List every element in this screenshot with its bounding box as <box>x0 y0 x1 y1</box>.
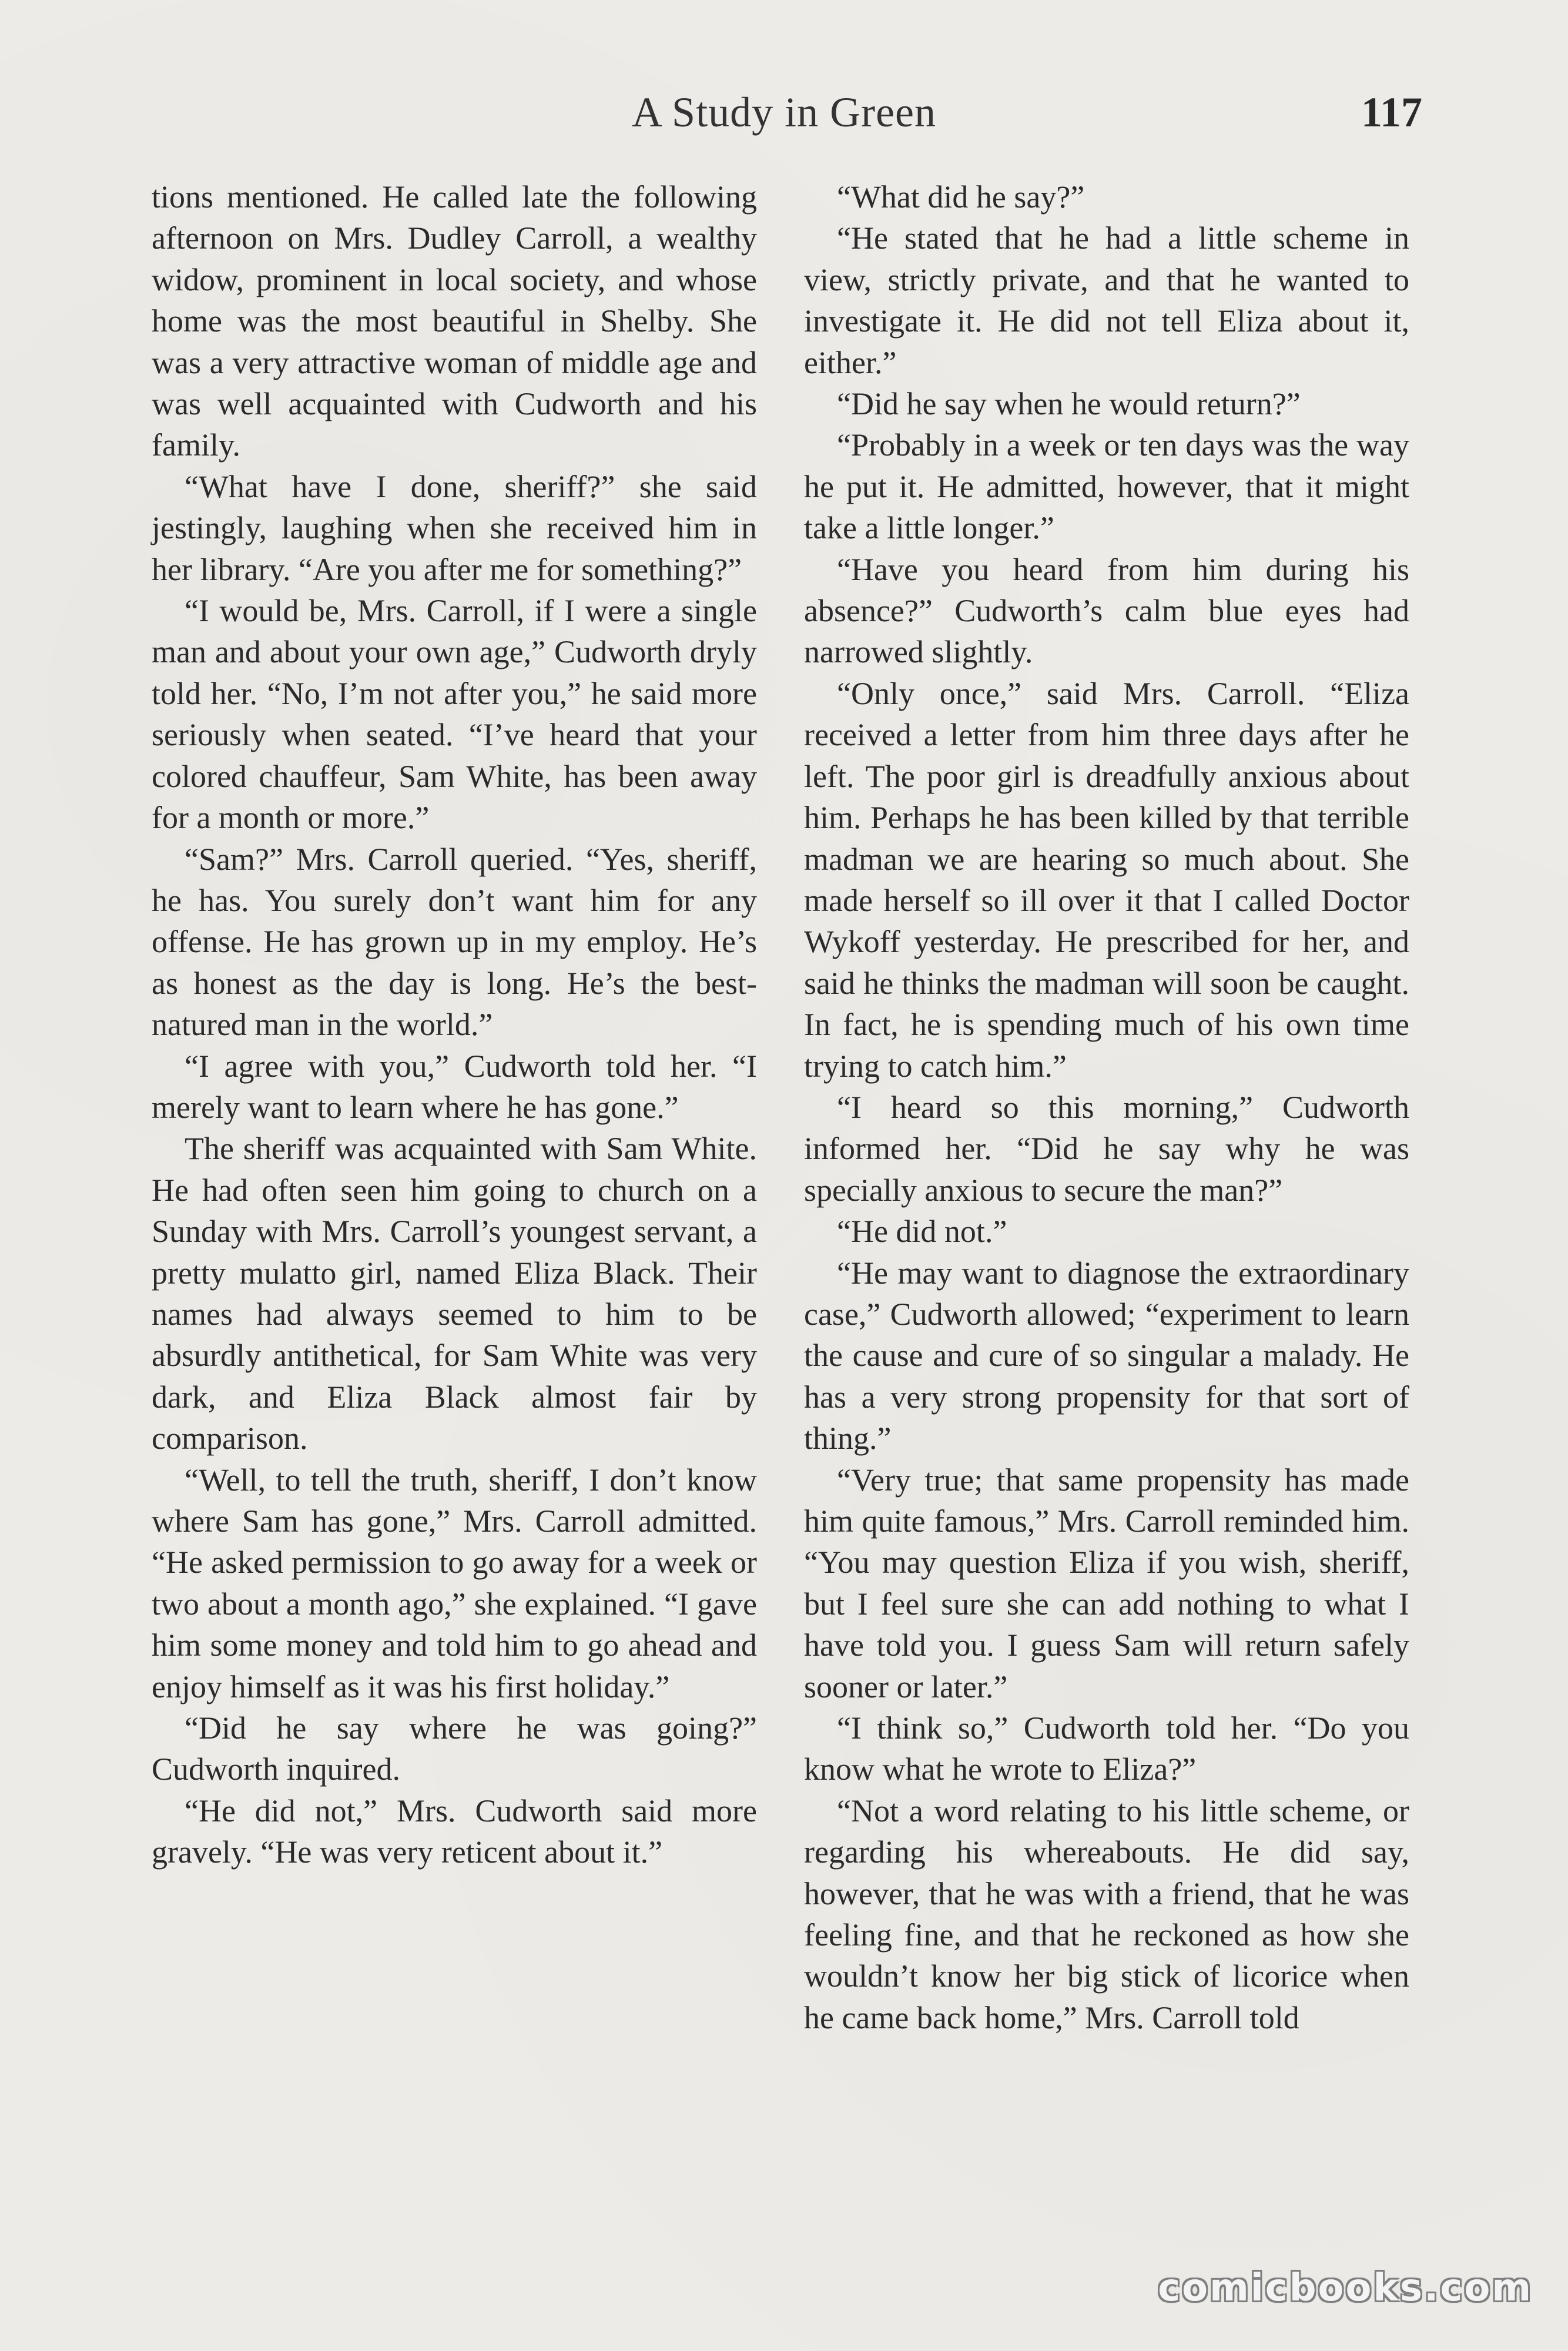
paragraph: “What did he say?” <box>837 179 1085 215</box>
paragraph: “Sam?” Mrs. Carroll queried. “Yes, sheriff, he has. You surely don’t want him for any offense. He has grown up in my employ. He’s as honest as the day is long. He’s the best-natured man in the world.” <box>152 841 757 1043</box>
paragraph: “Very true; that same propensity has made him quite famous,” Mrs. Carroll reminded him. “You may question Eliza if you wish, sheriff, but I feel sure she can add nothing to what I have told you. I guess Sam will return safely sooner or later.” <box>804 1462 1409 1704</box>
paragraph: “I would be, Mrs. Carroll, if I were a single man and about your own age,” Cudworth dryly told her. “No, I’m not after you,” he said more seriously when seated. “I’ve heard that your colored chauffeur, Sam White, has been away for a month or more.” <box>152 593 757 836</box>
paragraph: tions mentioned. He called late the following afternoon on Mrs. Dudley Carroll, a wealthy widow, prominent in local society, and whose home was the most beautiful in Shelby. She was a very attractive woman of middle age and was well acquainted with Cudworth and his family. <box>152 179 757 463</box>
paragraph: “He did not,” Mrs. Cudworth said more gravely. “He was very reticent about it.” <box>152 1793 757 1870</box>
paragraph: “He stated that he had a little scheme in view, strictly private, and that he wanted to investigate it. He did not tell Eliza about it, either.” <box>804 220 1409 380</box>
right-column <box>804 176 1409 2038</box>
page-number: 117 <box>1361 89 1422 136</box>
left-column <box>152 176 757 1873</box>
watermark-logo: comicbooks.com <box>1158 2266 1533 2310</box>
running-title: A Study in Green <box>632 89 936 136</box>
paragraph: “I think so,” Cudworth told her. “Do you know what he wrote to Eliza?” <box>804 1710 1409 1787</box>
paragraph: “What have I done, sheriff?” she said jestingly, laughing when she received him in her library. “Are you after me for something?” <box>152 468 757 587</box>
paragraph: “Well, to tell the truth, sheriff, I don’t know where Sam has gone,” Mrs. Carroll admitted. “He asked permission to go away for a week or two about a month ago,” she explained. “I gave him some money and told him to go ahead and enjoy himself as it was his first holiday.” <box>152 1462 757 1704</box>
paragraph: “He did not.” <box>837 1214 1007 1250</box>
paragraph: “Not a word relating to his little scheme, or regarding his whereabouts. He did say, however, that he was with a friend, that he was feeling fine, and that he reckoned as how she wouldn’t know her big stick of licorice when he came back home,” Mrs. Carroll told <box>804 1793 1409 2035</box>
paragraph: “I heard so this morning,” Cudworth informed her. “Did he say why he was specially anxious to secure the man?” <box>804 1089 1409 1208</box>
paragraph: “Probably in a week or ten days was the way he put it. He admitted, however, that it might take a little longer.” <box>804 427 1409 546</box>
running-head <box>0 88 1568 153</box>
paragraph: “Did he say when he would return?” <box>837 386 1301 422</box>
paragraph: “Did he say where he was going?” Cudworth inquired. <box>152 1710 757 1787</box>
paragraph: The sheriff was acquainted with Sam White. He had often seen him going to church on a Sunday with Mrs. Carroll’s youngest servant, a pretty mulatto girl, named Eliza Black. Their names had always seemed to him to be absurdly antithetical, for Sam White was very dark, and Eliza Black almost fair by comparison. <box>152 1131 757 1456</box>
paragraph: “He may want to diagnose the extraordinary case,” Cudworth allowed; “experiment to learn the cause and cure of so singular a malady. He has a very strong propensity for that sort of thing.” <box>804 1255 1409 1456</box>
paragraph: “I agree with you,” Cudworth told her. “I merely want to learn where he has gone.” <box>152 1048 757 1125</box>
paragraph: “Only once,” said Mrs. Carroll. “Eliza received a letter from him three days after he left. The poor girl is dreadfully anxious about him. Perhaps he has been killed by that terrible madman we are hearing so much about. She made herself so ill over it that I called Doctor Wykoff yesterday. He prescribed for her, and said he thinks the madman will soon be caught. In fact, he is spending much of his own time trying to catch him.” <box>804 675 1409 1084</box>
paragraph: “Have you heard from him during his absence?” Cudworth’s calm blue eyes had narrowed slightly. <box>804 551 1409 670</box>
